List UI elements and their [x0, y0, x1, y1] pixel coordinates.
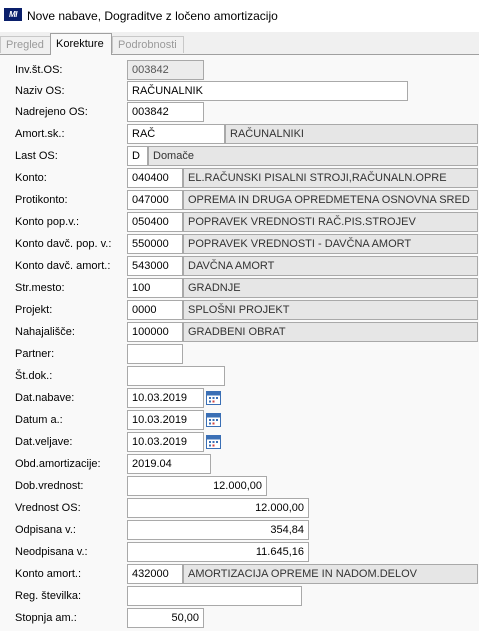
row-nahajalisce [0, 322, 479, 342]
str-mesto-desc: GRADNJE [183, 278, 478, 298]
konto-code-input[interactable]: 040400 [127, 168, 183, 188]
amort-sk-desc: RAČUNALNIKI [225, 124, 478, 144]
projekt-desc: SPLOŠNI PROJEKT [183, 300, 478, 320]
row-reg-stevilka [0, 586, 479, 606]
partner-input[interactable] [127, 344, 183, 364]
row-neodpisana [0, 542, 479, 562]
tab-korekture[interactable]: Korekture [50, 33, 112, 55]
title-bar [0, 0, 479, 32]
window-title: Nove nabave, Dograditve z ločeno amortizacijo [27, 9, 278, 23]
row-konto-davc-pop [0, 234, 479, 254]
row-st-dok [0, 366, 479, 386]
konto-davc-amort-desc: DAVČNA AMORT [183, 256, 478, 276]
form-panel [0, 55, 479, 631]
tab-bar [0, 32, 479, 55]
label-str-mesto: Str.mesto: [15, 282, 65, 294]
konto-davc-amort-code-input[interactable]: 543000 [127, 256, 183, 276]
label-projekt: Projekt: [15, 304, 53, 316]
naziv-os-input[interactable]: RAČUNALNIK [127, 81, 408, 101]
konto-desc: EL.RAČUNSKI PISALNI STROJI,RAČUNALN.OPRE [183, 168, 478, 188]
konto-amort-code-input[interactable]: 432000 [127, 564, 183, 584]
datum-a-input[interactable]: 10.03.2019 [127, 410, 204, 430]
label-dat-veljave: Dat.veljave: [15, 436, 73, 448]
row-nadrejeno-os [0, 102, 479, 122]
calendar-icon[interactable] [206, 412, 221, 427]
dat-nabave-input[interactable]: 10.03.2019 [127, 388, 204, 408]
label-stopnja-am: Stopnja am.: [15, 612, 77, 624]
row-last-os [0, 146, 479, 166]
label-nadrejeno-os: Nadrejeno OS: [15, 106, 88, 118]
label-last-os: Last OS: [15, 150, 58, 162]
label-datum-a: Datum a.: [15, 414, 63, 426]
inv-os-field: 003842 [127, 60, 204, 80]
row-str-mesto [0, 278, 479, 298]
row-naziv-os [0, 81, 479, 101]
label-vrednost-os: Vrednost OS: [15, 502, 81, 514]
label-konto-amort: Konto amort.: [15, 568, 82, 580]
tab-podrobnosti[interactable]: Podrobnosti [112, 36, 184, 53]
stopnja-am-input[interactable]: 50,00 [127, 608, 204, 628]
odpisana-input[interactable]: 354,84 [127, 520, 309, 540]
app-logo-icon: MI [4, 8, 22, 21]
last-os-desc: Domače [148, 146, 478, 166]
dat-veljave-input[interactable]: 10.03.2019 [127, 432, 204, 452]
label-amort-sk: Amort.sk.: [15, 128, 65, 140]
row-dat-veljave [0, 432, 479, 452]
amort-sk-code-input[interactable]: RAČ [127, 124, 225, 144]
label-konto-davc-pop: Konto davč. pop. v.: [15, 238, 112, 250]
row-partner [0, 344, 479, 364]
row-konto-amort [0, 564, 479, 584]
konto-pop-code-input[interactable]: 050400 [127, 212, 183, 232]
row-inv-os [0, 60, 479, 80]
label-konto-davc-amort: Konto davč. amort.: [15, 260, 111, 272]
row-vrednost-os [0, 498, 479, 518]
tab-pregled[interactable]: Pregled [0, 36, 51, 53]
row-projekt [0, 300, 479, 320]
row-dat-nabave [0, 388, 479, 408]
konto-davc-pop-code-input[interactable]: 550000 [127, 234, 183, 254]
row-konto [0, 168, 479, 188]
vrednost-os-input[interactable]: 12.000,00 [127, 498, 309, 518]
label-odpisana: Odpisana v.: [15, 524, 76, 536]
konto-pop-desc: POPRAVEK VREDNOSTI RAČ.PIS.STROJEV [183, 212, 478, 232]
projekt-code-input[interactable]: 0000 [127, 300, 183, 320]
label-st-dok: Št.dok.: [15, 370, 53, 382]
dob-vrednost-input[interactable]: 12.000,00 [127, 476, 267, 496]
protikonto-desc: OPREMA IN DRUGA OPREDMETENA OSNOVNA SRED [183, 190, 478, 210]
label-dob-vrednost: Dob.vrednost: [15, 480, 84, 492]
obd-amort-input[interactable]: 2019.04 [127, 454, 211, 474]
label-obd-amort: Obd.amortizacije: [15, 458, 101, 470]
label-reg-stevilka: Reg. številka: [15, 590, 82, 602]
row-konto-davc-amort [0, 256, 479, 276]
last-os-code-input[interactable]: D [127, 146, 148, 166]
row-amort-sk [0, 124, 479, 144]
row-dob-vrednost [0, 476, 479, 496]
row-datum-a [0, 410, 479, 430]
label-partner: Partner: [15, 348, 55, 360]
str-mesto-code-input[interactable]: 100 [127, 278, 183, 298]
row-stopnja-am [0, 608, 479, 628]
row-konto-pop [0, 212, 479, 232]
neodpisana-input[interactable]: 11.645,16 [127, 542, 309, 562]
nahajalisce-code-input[interactable]: 100000 [127, 322, 183, 342]
nahajalisce-desc: GRADBENI OBRAT [183, 322, 478, 342]
nadrejeno-os-input[interactable]: 003842 [127, 102, 204, 122]
calendar-icon[interactable] [206, 434, 221, 449]
row-protikonto [0, 190, 479, 210]
konto-amort-desc: AMORTIZACIJA OPREME IN NADOM.DELOV [183, 564, 478, 584]
label-dat-nabave: Dat.nabave: [15, 392, 75, 404]
label-neodpisana: Neodpisana v.: [15, 546, 88, 558]
label-protikonto: Protikonto: [15, 194, 68, 206]
label-naziv-os: Naziv OS: [15, 85, 65, 97]
st-dok-input[interactable] [127, 366, 225, 386]
label-konto-pop: Konto pop.v.: [15, 216, 80, 228]
protikonto-code-input[interactable]: 047000 [127, 190, 183, 210]
reg-stevilka-input[interactable] [127, 586, 302, 606]
calendar-icon[interactable] [206, 390, 221, 405]
row-odpisana [0, 520, 479, 540]
label-inv-os: Inv.št.OS: [15, 64, 63, 76]
konto-davc-pop-desc: POPRAVEK VREDNOSTI - DAVČNA AMORT [183, 234, 478, 254]
label-nahajalisce: Nahajališče: [15, 326, 75, 338]
label-konto: Konto: [15, 172, 47, 184]
row-obd-amort [0, 454, 479, 474]
